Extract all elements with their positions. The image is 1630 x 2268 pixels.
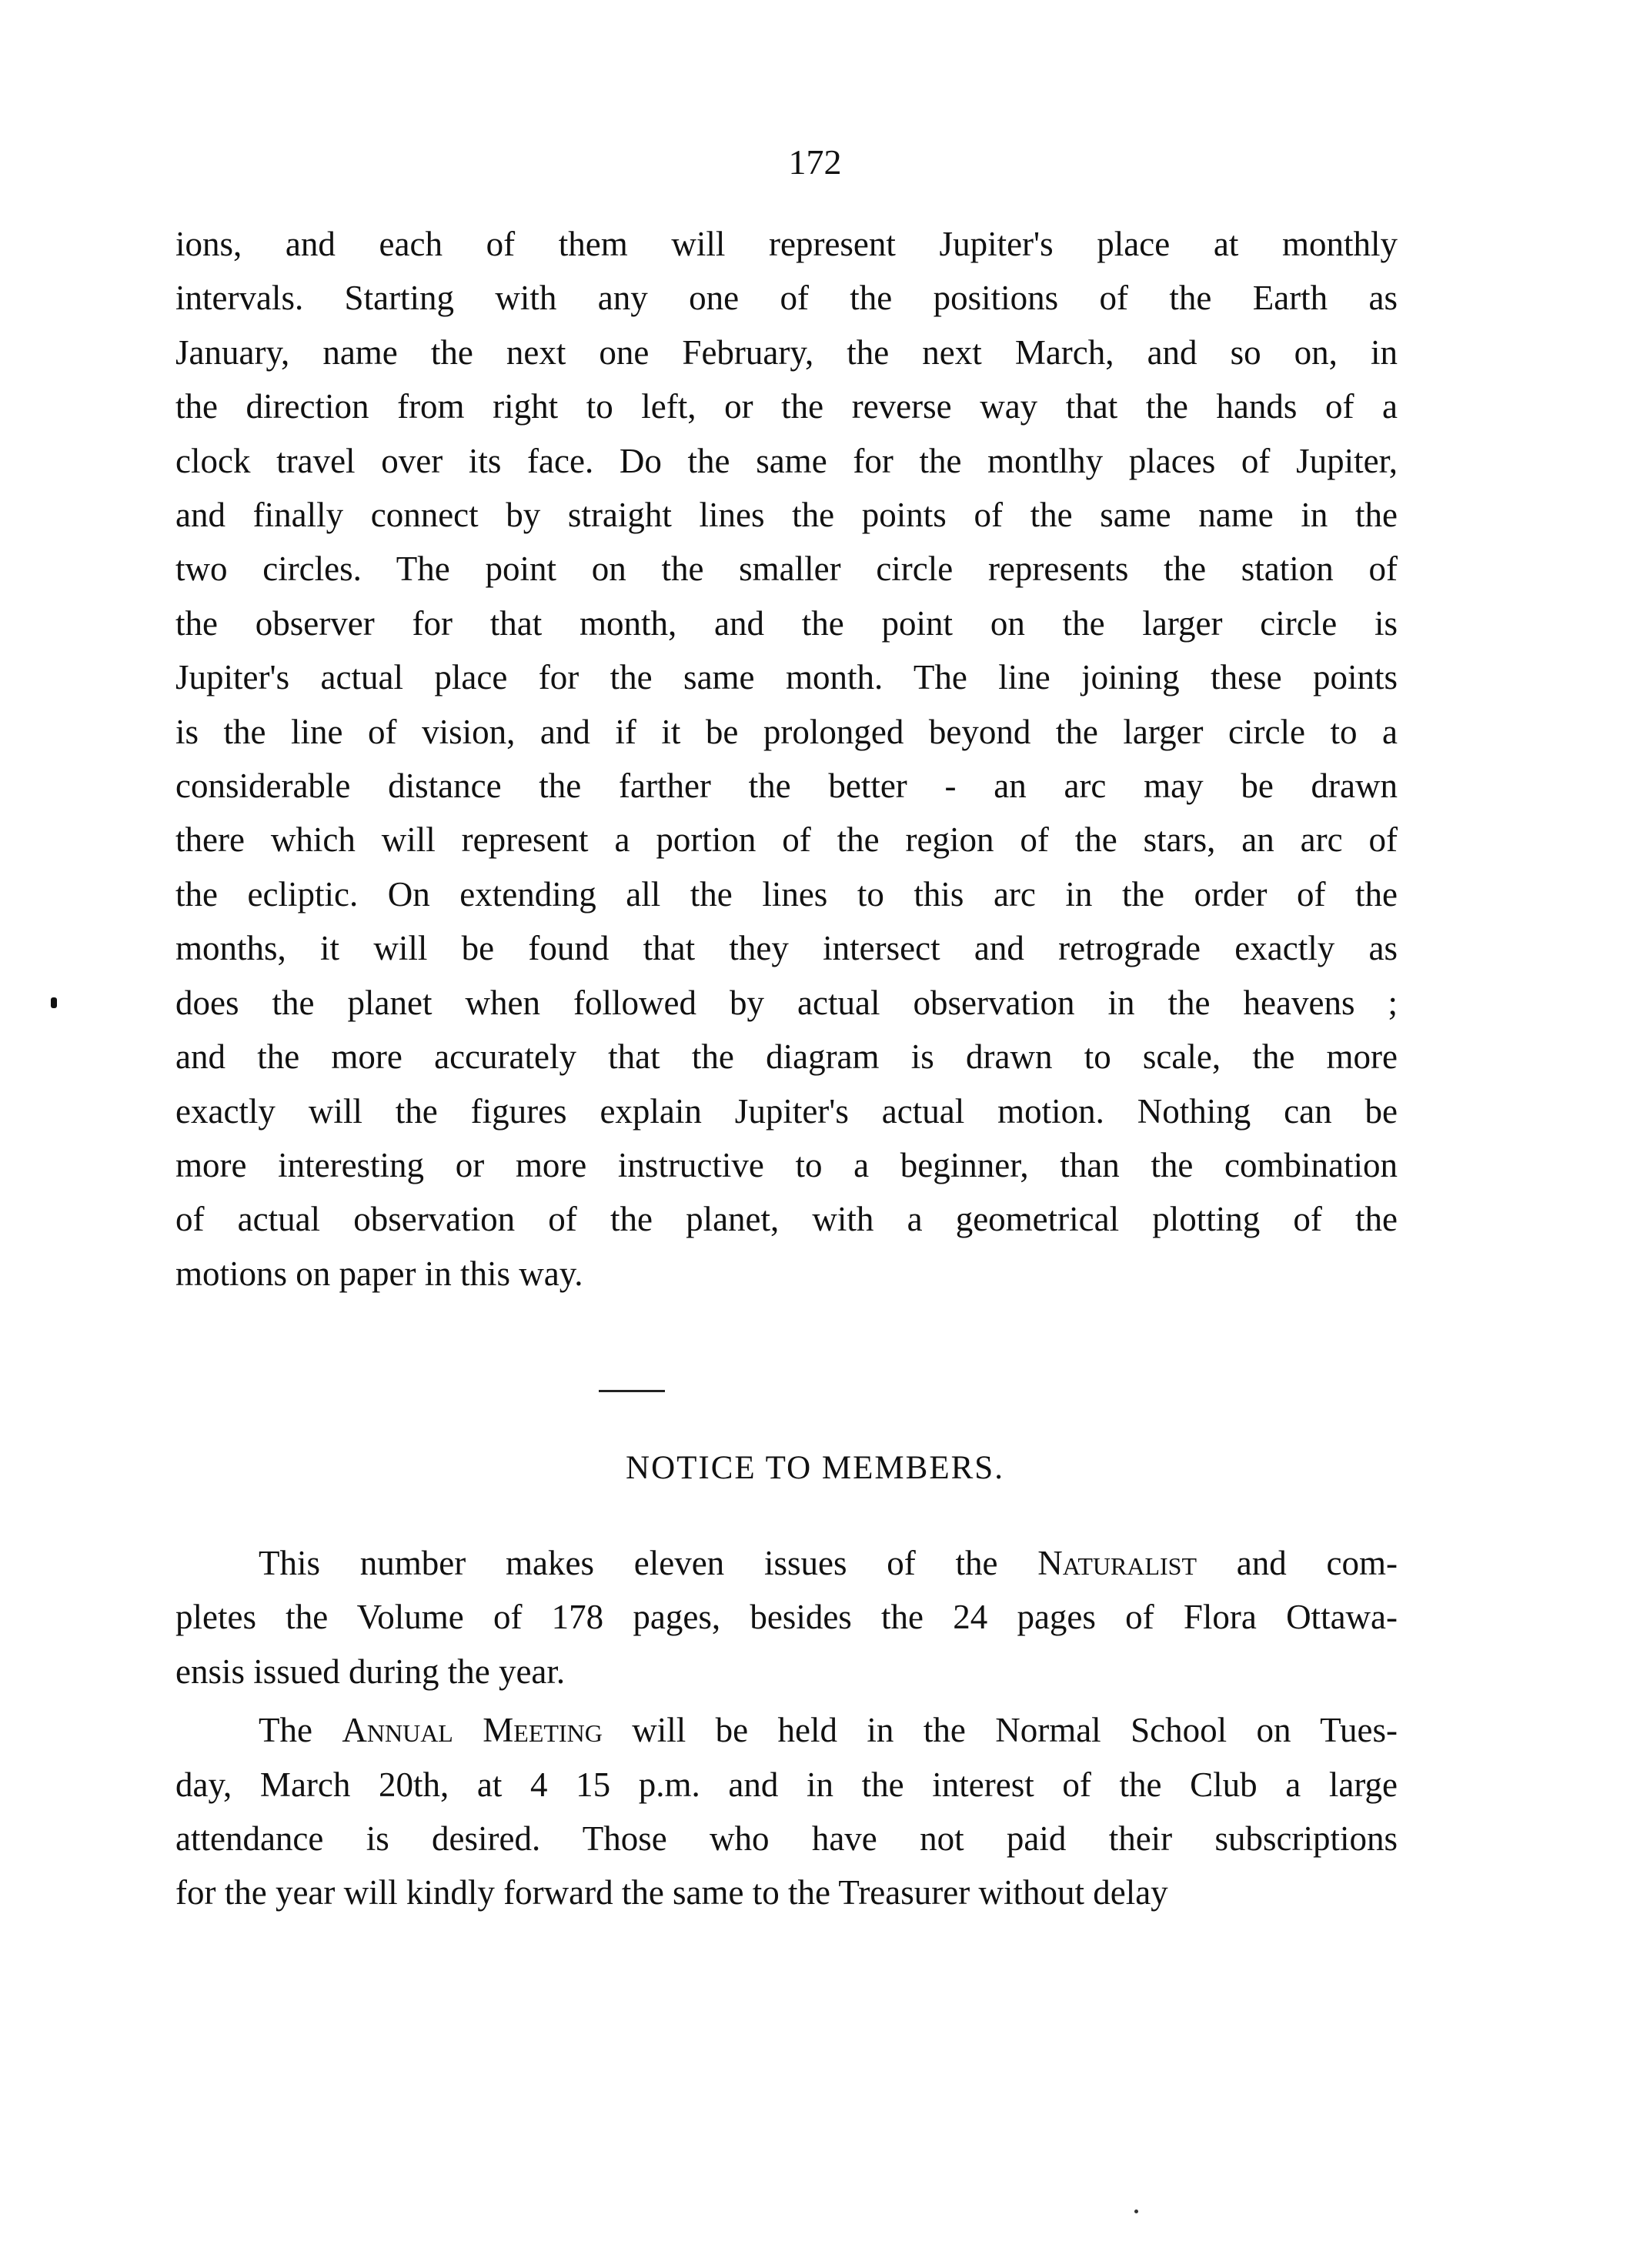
text-line [175, 1536, 1398, 1590]
notice-paragraph-issues [175, 1536, 1398, 1698]
margin-mark [51, 997, 57, 1008]
text-line: pletes the Volume of 178 pages, besides the 24 pages of Flora Ottawa- [175, 1598, 1398, 1637]
text-line: for the year will kindly forward the same to the Treasurer without delay [175, 1873, 1168, 1912]
text-line: motions on paper in this way. [175, 1254, 583, 1293]
text-line: ensis issued during the year. [175, 1652, 566, 1691]
text-line: the ecliptic. On extending all the lines to this arc in the order of the [175, 874, 1398, 914]
text-line: January, name the next one February, the next March, and so on, in [175, 332, 1398, 372]
text-line: clock travel over its face. Do the same for the montlhy places of Jupiter, [175, 441, 1398, 480]
text-line [175, 1703, 1398, 1757]
notice-section [175, 1536, 1398, 1925]
text-line: and finally connect by straight lines the points of the same name in the [175, 496, 1398, 535]
text-line: the direction from right to left, or the reverse way that the hands of a [175, 387, 1398, 426]
text-line: and the more accurately that the diagram is drawn to scale, the more [175, 1037, 1398, 1077]
text-line: does the planet when followed by actual observation in the heavens ; [175, 983, 1398, 1022]
notice-paragraph-meeting [175, 1703, 1398, 1920]
text-line: the observer for that month, and the point on the larger circle is [175, 603, 1398, 643]
text-fragment: and com- [1197, 1544, 1398, 1582]
text-line: there which will represent a portion of the region of the stars, an arc of [175, 820, 1398, 860]
meeting-name: Annual Meeting [342, 1711, 603, 1750]
text-line: months, it will be found that they intersect and retrograde exactly as [175, 929, 1398, 968]
text-line: day, March 20th, at 4 15 p.m. and in the interest of the Club a large [175, 1765, 1398, 1804]
text-line: two circles. The point on the smaller circle represents the station of [175, 549, 1398, 589]
section-divider [599, 1390, 665, 1392]
text-fragment: will be held in the Normal School on Tues- [602, 1711, 1398, 1750]
journal-name: Naturalist [1037, 1544, 1197, 1582]
text-line: ions, and each of them will represent Jupiter's place at monthly [175, 225, 1398, 263]
section-title: NOTICE TO MEMBERS. [626, 1450, 1004, 1486]
text-line: is the line of vision, and if it be prolonged beyond the larger circle to a [175, 712, 1398, 751]
text-line: more interesting or more instructive to a beginner, than the combination [175, 1145, 1398, 1184]
text-line: exactly will the figures explain Jupiter's actual motion. Nothing can be [175, 1091, 1398, 1131]
text-line: intervals. Starting with any one of the positions of the Earth as [175, 279, 1398, 318]
body-text [175, 217, 1398, 1301]
text-fragment: The [259, 1711, 342, 1750]
text-line: considerable distance the farther the better - an arc may be drawn [175, 767, 1398, 806]
page-speck [1134, 2210, 1138, 2213]
text-line: Jupiter's actual place for the same month. The line joining these points [175, 658, 1398, 697]
text-line: of actual observation of the planet, with a geometrical plotting of the [175, 1200, 1398, 1239]
text-line: attendance is desired. Those who have not paid their subscriptions [175, 1819, 1398, 1859]
text-fragment: This number makes eleven issues of the [259, 1544, 1038, 1582]
page-number: 172 [788, 142, 842, 182]
